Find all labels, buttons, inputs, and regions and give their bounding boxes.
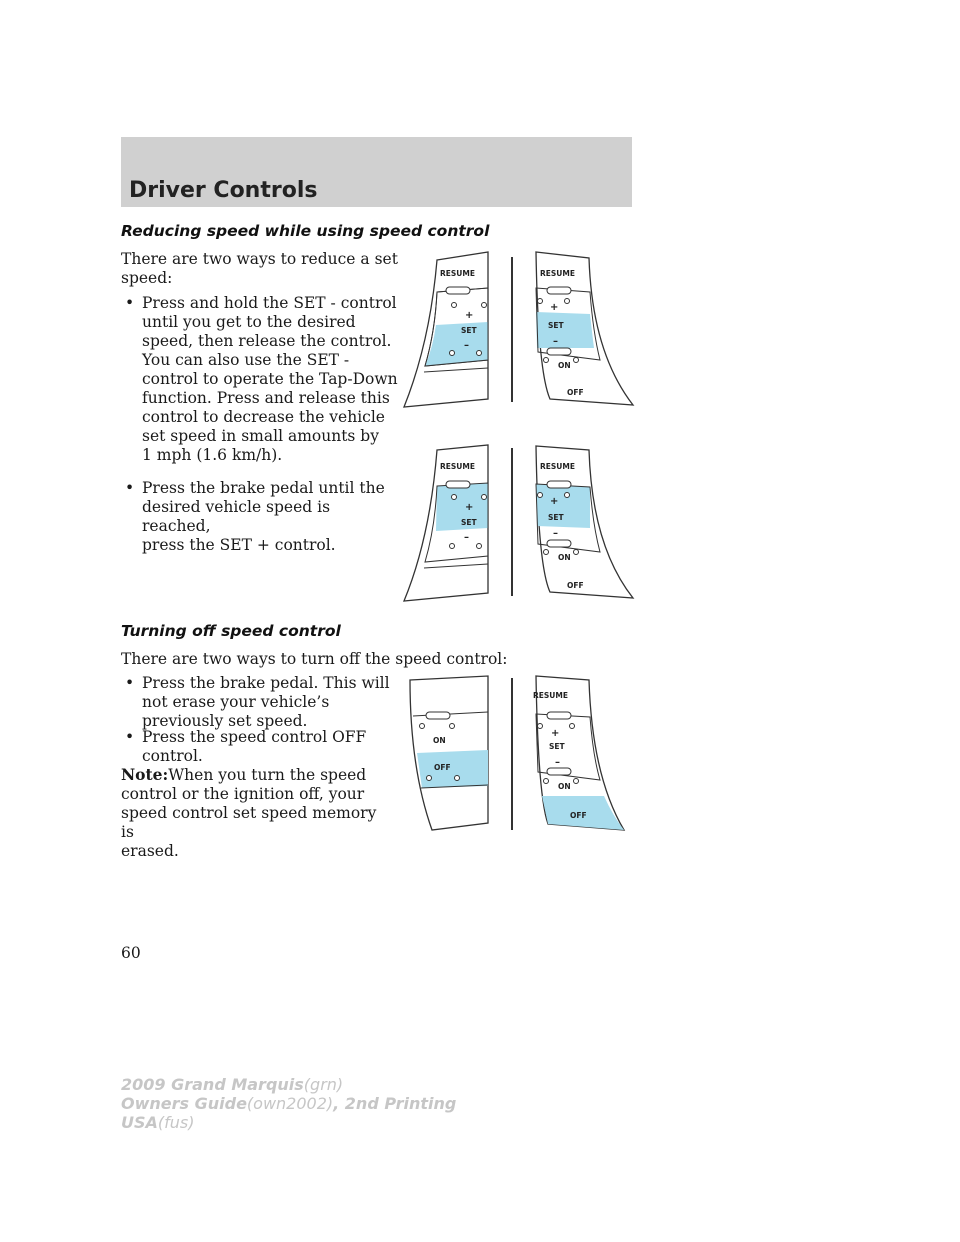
bullet-text-line: Press the speed control OFF bbox=[142, 728, 367, 746]
speed-control-figure-off bbox=[400, 668, 640, 838]
right-switch-pad bbox=[536, 446, 633, 598]
on-label: ON bbox=[558, 361, 571, 370]
footer-model-code: (grn) bbox=[303, 1075, 344, 1094]
page-number: 60 bbox=[121, 944, 141, 962]
speed-control-figure-set-plus bbox=[400, 438, 640, 608]
minus-label: – bbox=[464, 340, 469, 351]
footer-printing: , 2nd Printing bbox=[333, 1094, 457, 1113]
center-button-icon bbox=[547, 768, 571, 775]
reducing-intro-line-2: speed: bbox=[121, 269, 173, 287]
bullet-text-line: 1 mph (1.6 km/h). bbox=[142, 446, 283, 464]
off-label: OFF bbox=[434, 763, 451, 772]
set-label: SET bbox=[461, 518, 477, 527]
section-title: Driver Controls bbox=[129, 178, 318, 203]
minus-label: – bbox=[464, 532, 469, 543]
center-button-icon bbox=[426, 712, 450, 719]
bullet-text-line: not erase your vehicle’s bbox=[142, 693, 330, 711]
bullet-text-line: control. bbox=[142, 747, 203, 765]
reducing-speed-heading: Reducing speed while using speed control bbox=[121, 222, 490, 240]
off-label: OFF bbox=[570, 811, 587, 820]
bullet-text-line: control to operate the Tap-Down bbox=[142, 370, 398, 388]
note-text-line: control or the ignition off, your bbox=[121, 785, 365, 803]
resume-label: RESUME bbox=[440, 269, 475, 278]
left-switch-pad bbox=[404, 252, 488, 407]
bullet-text-line: desired vehicle speed is reached, bbox=[142, 498, 331, 535]
center-button-icon bbox=[547, 712, 571, 719]
minus-label: – bbox=[553, 336, 558, 347]
bullet-text-line: speed, then release the control. bbox=[142, 332, 392, 350]
on-label: ON bbox=[433, 736, 446, 745]
minus-label: – bbox=[555, 757, 560, 768]
turning-off-intro: There are two ways to turn off the speed control: bbox=[121, 650, 508, 668]
resume-label: RESUME bbox=[533, 691, 568, 700]
plus-label: + bbox=[550, 496, 559, 507]
highlight-off bbox=[417, 750, 488, 788]
set-label: SET bbox=[549, 742, 565, 751]
set-label: SET bbox=[548, 321, 564, 330]
plus-label: + bbox=[465, 502, 474, 513]
off-label: OFF bbox=[567, 581, 584, 590]
bullet-text-line: Press the brake pedal. This will bbox=[142, 674, 390, 692]
left-switch-pad bbox=[404, 445, 488, 601]
resume-label: RESUME bbox=[540, 462, 575, 471]
center-button-icon bbox=[547, 540, 571, 547]
set-label: SET bbox=[461, 326, 477, 335]
set-label: SET bbox=[548, 513, 564, 522]
center-button-icon bbox=[547, 287, 571, 294]
bullet-text-line: previously set speed. bbox=[142, 712, 308, 730]
speed-control-figure-set-minus bbox=[400, 242, 640, 412]
right-switch-pad bbox=[536, 252, 633, 405]
on-label: ON bbox=[558, 553, 571, 562]
on-label: ON bbox=[558, 782, 571, 791]
bullet-glyph: • bbox=[125, 479, 135, 497]
footer-model: 2009 Grand Marquis bbox=[121, 1075, 304, 1094]
resume-label: RESUME bbox=[440, 462, 475, 471]
print-footer bbox=[121, 1075, 456, 1132]
highlight-set-minus bbox=[536, 312, 594, 348]
note-label: Note: bbox=[121, 765, 169, 784]
footer-market: USA bbox=[121, 1113, 158, 1132]
note-text-line: erased. bbox=[121, 842, 179, 860]
bullet-glyph: • bbox=[125, 294, 135, 312]
footer-guide-code: (own2002) bbox=[246, 1094, 334, 1113]
bullet-text-line: You can also use the SET - bbox=[142, 351, 350, 369]
center-button-icon bbox=[446, 481, 470, 488]
bullet-text-line: Press and hold the SET - control bbox=[142, 294, 397, 312]
right-switch-pad bbox=[533, 676, 624, 830]
bullet-glyph: • bbox=[125, 674, 135, 692]
center-button-icon bbox=[547, 348, 571, 355]
minus-label: – bbox=[553, 528, 558, 539]
bullet-text-line: Press the brake pedal until the bbox=[142, 479, 385, 497]
note-text-line: speed control set speed memory is bbox=[121, 804, 377, 841]
plus-label: + bbox=[465, 310, 474, 321]
reducing-intro-line-1: There are two ways to reduce a set bbox=[121, 250, 398, 268]
footer-guide: Owners Guide bbox=[121, 1094, 247, 1113]
bullet-text-line: function. Press and release this bbox=[142, 389, 390, 407]
footer-market-code: (fus) bbox=[157, 1113, 195, 1132]
bullet-text-line: press the SET + control. bbox=[142, 536, 336, 554]
resume-label: RESUME bbox=[540, 269, 575, 278]
turning-off-heading: Turning off speed control bbox=[121, 622, 341, 640]
bullet-text-line: until you get to the desired bbox=[142, 313, 356, 331]
bullet-text-line: control to decrease the vehicle bbox=[142, 408, 385, 426]
plus-label: + bbox=[551, 728, 560, 739]
bullet-text-line: set speed in small amounts by bbox=[142, 427, 379, 445]
plus-label: + bbox=[550, 302, 559, 313]
center-button-icon bbox=[547, 481, 571, 488]
bullet-glyph: • bbox=[125, 728, 135, 746]
left-switch-pad bbox=[410, 676, 488, 830]
note-text-line: When you turn the speed bbox=[168, 766, 367, 784]
note-paragraph bbox=[121, 765, 391, 861]
center-button-icon bbox=[446, 287, 470, 294]
off-label: OFF bbox=[567, 388, 584, 397]
